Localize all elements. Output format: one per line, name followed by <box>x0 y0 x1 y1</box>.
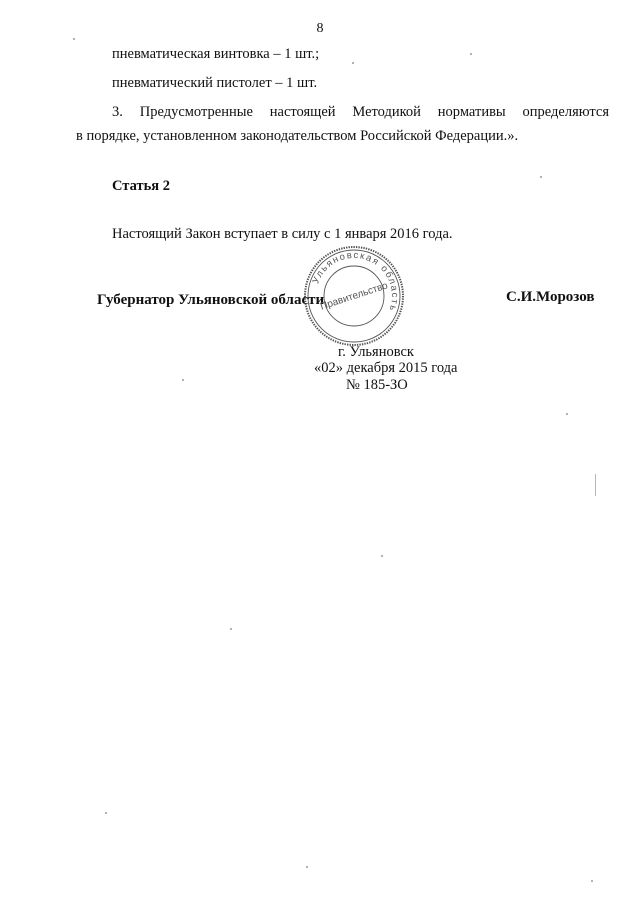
scan-speck <box>105 812 107 814</box>
scan-speck <box>470 53 472 55</box>
scan-speck <box>381 555 383 557</box>
stamp-ring-text: Ульяновская область <box>310 249 401 314</box>
list-item-rifle: пневматическая винтовка – 1 шт.; <box>112 46 320 62</box>
official-seal-stamp <box>302 244 406 348</box>
scan-speck <box>306 866 308 868</box>
page-number: 8 <box>316 21 324 36</box>
scan-speck <box>352 62 354 64</box>
scan-speck <box>182 379 184 381</box>
scan-speck <box>591 880 593 882</box>
scan-speck <box>566 413 568 415</box>
effective-date-text: Настоящий Закон вступает в силу с 1 января 2016 года. <box>112 226 453 242</box>
list-item-pistol: пневматический пистолет – 1 шт. <box>112 75 318 91</box>
scan-speck <box>230 628 232 630</box>
signatory-name: С.И.Морозов <box>506 289 595 305</box>
stamp-center-text: Правительство <box>319 280 390 313</box>
footer-date: «02» декабря 2015 года <box>314 360 458 376</box>
footer-law-number: № 185-ЗО <box>346 377 408 393</box>
scan-speck <box>73 38 75 40</box>
signatory-position: Губернатор Ульяновской области <box>97 292 325 308</box>
scan-speck <box>595 474 596 496</box>
paragraph-3-line-1: 3. Предусмотренные настоящей Методикой нормативы определяются <box>112 104 609 120</box>
paragraph-3-line-2: в порядке, установленном законодательством Российской Федерации.». <box>76 128 519 144</box>
scan-speck <box>540 176 542 178</box>
footer-city: г. Ульяновск <box>338 344 414 360</box>
article-heading: Статья 2 <box>112 178 170 194</box>
